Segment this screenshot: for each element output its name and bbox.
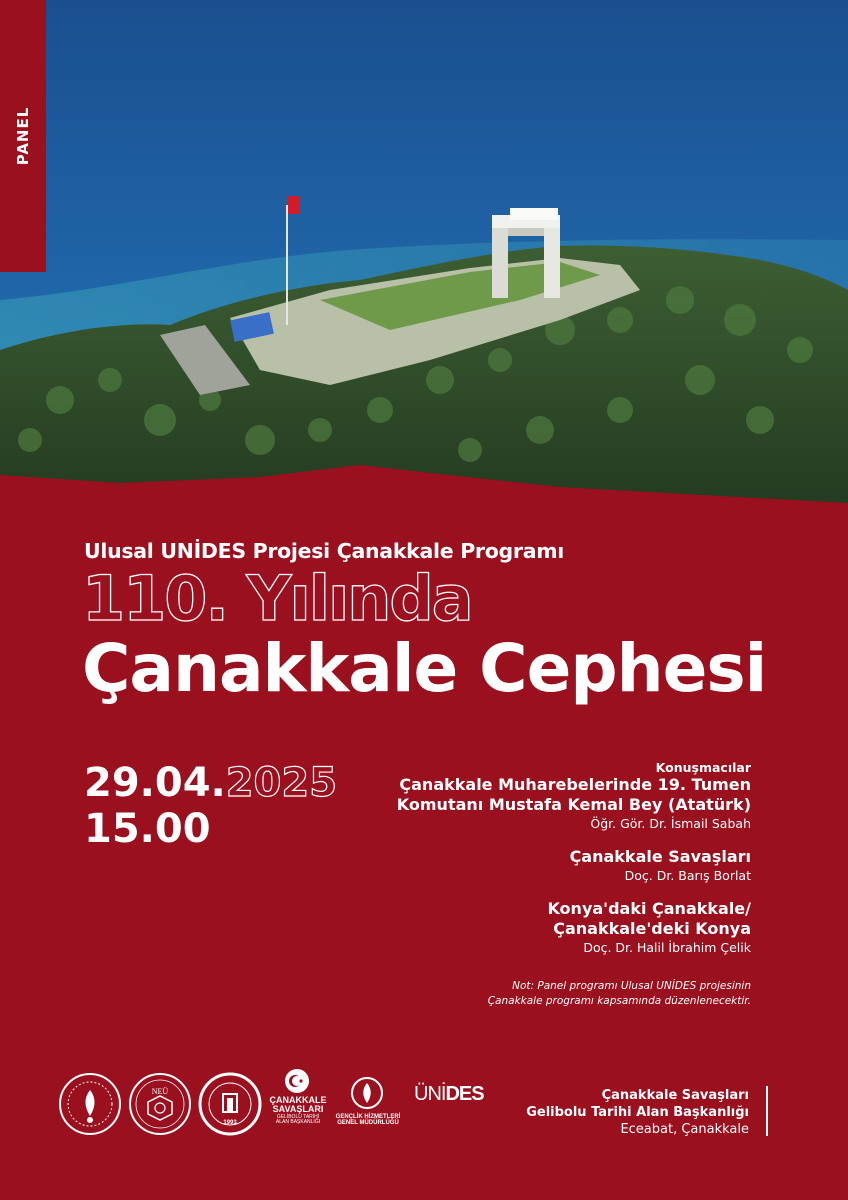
speaker-name: Öğr. Gör. Dr. İsmail Sabah	[590, 816, 751, 831]
speaker-topic: Çanakkale'deki Konya	[553, 919, 751, 938]
unides-logo-part1: ÜNİ	[414, 1083, 446, 1105]
gsb-logo-text	[330, 1114, 406, 1127]
aerial-memorial-photo	[0, 0, 848, 520]
speakers-heading: Konuşmacılar	[655, 760, 751, 775]
unides-logo-part2: DES	[445, 1083, 484, 1105]
speaker-name: Doç. Dr. Barış Borlat	[624, 868, 751, 883]
event-time: 15.00	[84, 806, 211, 852]
venue-location: Eceabat, Çanakkale	[620, 1122, 749, 1137]
panel-tab	[0, 0, 46, 272]
speaker-item	[331, 899, 751, 957]
logo-line: ÇANAKKALE	[269, 1095, 327, 1105]
neu-university-logo	[128, 1072, 192, 1136]
logo-line: GENÇLİK HİZMETLERİ	[335, 1114, 401, 1120]
note-line: Çanakkale programı kapsamında düzenlenecektir.	[487, 995, 751, 1007]
gsb-emblem-icon	[350, 1076, 384, 1110]
event-date-day-month: 29.04.	[84, 760, 226, 806]
speaker-topic: Komutanı Mustafa Kemal Bey (Atatürk)	[396, 795, 751, 814]
logo-line: GELİBOLU TARİHİ	[276, 1113, 320, 1120]
speaker-topic: Konya'daki Çanakkale/	[547, 899, 751, 918]
program-subtitle: Ulusal UNİDES Projesi Çanakkale Programı	[84, 539, 565, 563]
speaker-topic: Çanakkale Muharebelerinde 19. Tumen	[399, 775, 751, 794]
venue-line: Gelibolu Tarihi Alan Başkanlığı	[526, 1105, 749, 1120]
program-note	[331, 979, 751, 1009]
logo-line: ALAN BAŞKANLIĞI	[275, 1119, 321, 1126]
canakkale-logo-text	[268, 1096, 328, 1125]
anniversary-line: 110. Yılında	[82, 562, 472, 635]
speaker-item	[331, 847, 751, 885]
crescent-star-icon	[284, 1068, 310, 1094]
logo-year: 1993	[223, 1120, 237, 1126]
torn-edge-shape	[0, 455, 848, 535]
neu-logo-label: NEÜ	[151, 1087, 169, 1096]
panel-tab-label: PANEL	[14, 106, 32, 166]
speaker-topic: Çanakkale Savaşları	[569, 847, 751, 866]
partner-logos	[58, 1066, 498, 1146]
venue-info	[526, 1087, 749, 1138]
unides-logo	[414, 1084, 484, 1105]
event-date	[84, 760, 337, 806]
logo-line: SAVAŞLARI	[272, 1104, 324, 1115]
venue-line: Çanakkale Savaşları	[601, 1088, 749, 1103]
speaker-item	[331, 775, 751, 833]
ministry-seal-logo	[58, 1072, 122, 1136]
logo-line: GENEL MÜDÜRLÜĞÜ	[337, 1120, 399, 1127]
speaker-name: Doç. Dr. Halil İbrahim Çelik	[583, 940, 751, 955]
page-title: Çanakkale Cephesi	[82, 630, 767, 707]
note-line: Not: Panel programı Ulusal UNİDES projesinin	[512, 980, 751, 992]
speakers-section	[331, 760, 751, 971]
event-date-year: 2025	[225, 760, 338, 806]
university-1993-logo	[198, 1072, 262, 1136]
venue-divider	[766, 1086, 768, 1136]
